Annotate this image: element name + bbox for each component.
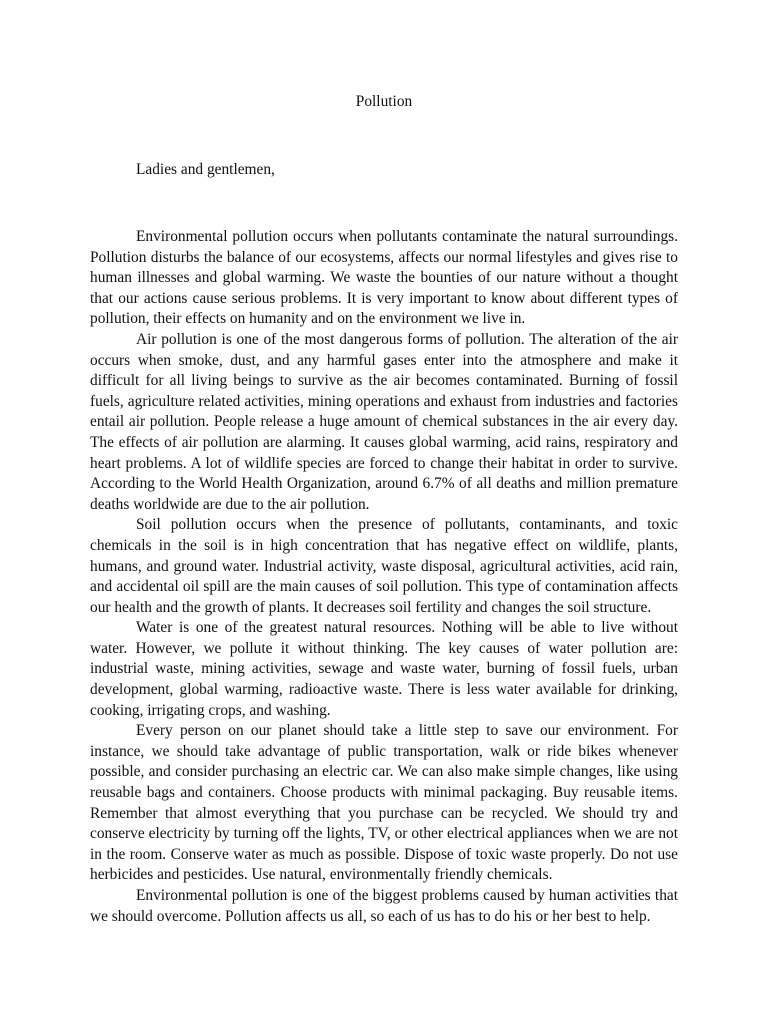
paragraph-air-pollution: Air pollution is one of the most dangerous forms of pollution. The alteration of the air occurs when smoke, dust, and any harmful gases enter into the atmosphere and make it difficult for all living beings to survive as the air becomes contaminated. Burning of fossil fuels, agriculture related activities, mining operations and exhaust from industries and factories entail air pollution. People release a huge amount of chemical substances in the air every day. The effects of air pollution are alarming. It causes global warming, acid rains, respiratory and heart problems. A lot of wildlife species are forced to change their habitat in order to survive. According to the World Health Organization, around 6.7% of all deaths and million premature deaths worldwide are due to the air pollution. bbox=[90, 330, 678, 513]
paragraph-solutions: Every person on our planet should take a little step to save our environment. For instance, we should take advantage of public transportation, walk or ride bikes whenever possible, and consider purchasing an electric car. We can also make simple changes, like using reusable bags and containers. Choose products with minimal packaging. Buy reusable items. Remember that almost everything that you purchase can be recycled. We should try and conserve electricity by turning off the lights, TV, or other electrical appliances when we are not in the room. Conserve water as much as possible. Dispose of toxic waste properly. Do not use herbicides and pesticides. Use natural, environmentally friendly chemicals. bbox=[90, 722, 678, 884]
paragraph-soil-pollution: Soil pollution occurs when the presence of pollutants, contaminants, and toxic chemicals in the soil is in high concentration that has negative effect on wildlife, plants, humans, and ground water. Industrial activity, waste disposal, agricultural activities, acid rain, and accidental oil spill are the main causes of soil pollution. This type of contamination affects our health and the growth of plants. It decreases soil fertility and changes the soil structure. bbox=[90, 516, 678, 616]
salutation: Ladies and gentlemen, bbox=[136, 161, 275, 178]
paragraph-introduction: Environmental pollution occurs when pollutants contaminate the natural surroundings. Pollution disturbs the balance of our ecosystems, affects our normal lifestyles and gives rise to human illnesses and global warming. We waste the bounties of our nature without a thought that our actions cause serious problems. It is very important to know about different types of pollution, their effects on humanity and on the environment we live in. bbox=[90, 228, 678, 328]
document-title: Pollution bbox=[355, 93, 413, 110]
paragraph-water-pollution: Water is one of the greatest natural resources. Nothing will be able to live without water. However, we pollute it without thinking. The key causes of water pollution are: industrial waste, mining activities, sewage and waste water, burning of fossil fuels, urban development, global warming, radioactive waste. There is less water available for drinking, cooking, irrigating crops, and washing. bbox=[90, 619, 678, 719]
body-text bbox=[90, 227, 678, 927]
paragraph-conclusion: Environmental pollution is one of the biggest problems caused by human activities that we should overcome. Pollution affects us all, so each of us has to do his or her best to help. bbox=[90, 887, 678, 925]
